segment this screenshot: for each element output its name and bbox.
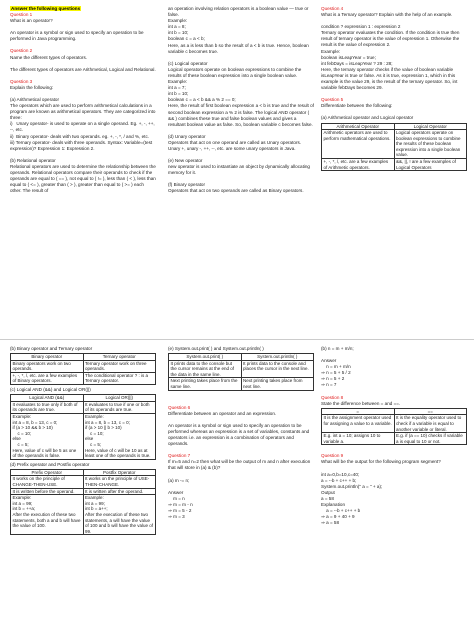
- table-row: [322, 130, 467, 159]
- table-cell: Arithmetic operators are used to perform mathematical operations.: [322, 130, 395, 159]
- question-2-prompt: Name the different types of operators.: [10, 54, 88, 60]
- table-row: [169, 378, 314, 390]
- table-cell: It evaluates to true if one or both of its operands are true.: [83, 401, 156, 413]
- table-header: Postfix Operator: [83, 469, 156, 476]
- table-cell: It works on the principle of USE-THEN-CHANGE.: [83, 476, 156, 488]
- prefix-vs-postfix-table: [10, 469, 156, 536]
- table-cell: Example: int a = 8, b = 13, c = 0; if (a > 10 || b > 10) c = 10; else c = 5; Here, value of c will be 10 as at least one of the operands is true.: [83, 413, 156, 459]
- q3c-body: Logical operators operate on boolean expressions to combine the results of these boolean expression into a single boolean value.: [168, 66, 303, 78]
- table-row: [11, 360, 156, 372]
- question-6-answer: An operator is a symbol or sign used to specify an operation to be performed whereas an expression is a set of variables, constants and operators i.e. an expression is a combination of operators and operands.: [168, 422, 311, 447]
- question-2-title: Question 2: [10, 48, 33, 54]
- output-heading: Output: [321, 489, 335, 495]
- table-header: Binary operator: [11, 354, 84, 361]
- table-cell: The conditional operator ? : is a Ternary operator.: [83, 372, 156, 384]
- q3d-heading: (d) Unary operator: [168, 133, 206, 139]
- explanation-body: a = --b + c++ + b ⇒ a = 9 + 40 + 9 ⇒ a = 58: [321, 508, 361, 526]
- ternary-syntax: condition ? expression 1 : expression 2: [321, 24, 401, 30]
- q3f-body: Operators that act on two operands are called as Binary operators.: [168, 188, 304, 194]
- table-cell: Example: int a = 99; int b = ++a; After the execution of these two statements, both a and b will have the value of 100.: [11, 495, 84, 535]
- print-vs-println-table: [168, 353, 314, 391]
- table-cell: Logical operators operate on boolean expressions to combine the results of these boolean expression into a single boolean value.: [394, 130, 467, 159]
- q7b-heading: (b) n = m + m/n;: [321, 346, 354, 351]
- table-header: ==: [394, 408, 467, 415]
- table-header: Logical OR(||): [83, 395, 156, 402]
- question-1-title: Question 1: [10, 12, 33, 18]
- q3a-list-item: i) Unary operator- is used to operate on a single operand. Eg. +, -, ++, --, etc.: [10, 121, 156, 133]
- table-cell: Next printing takes place from next line.: [241, 378, 314, 390]
- question-9-prompt: What will be the output for the following program segment?: [321, 459, 441, 465]
- table-row: [11, 401, 156, 413]
- question-9-code: int a=0,b=10,c=40; a = --b + c++ + b; System.out.println(" a = " + a);: [321, 471, 383, 489]
- column-1-bottom: [10, 346, 156, 537]
- table-header: Logical Operator: [394, 123, 467, 130]
- question-8-title: Question 8: [321, 394, 344, 400]
- table-cell: Example: int a = 8, b = 13, c = 0; if (a > 10 && b > 10) c = 10; else c = 5; Here, value of c will be 5 as one of the operands is false.: [11, 413, 84, 459]
- table-cell: It is the equality operator used to check if a variable is equal to another variable or literal.: [394, 415, 467, 433]
- q5e-heading: (e) System.out.print( ) and System.out.println( ): [168, 346, 264, 351]
- output-value: a = 58: [321, 495, 334, 501]
- q3b-body: Relational operators are used to determine the relationship between the operands. Relational operators compare their operands to check if the operands are equal to ( == ), not equal to ( != ), less than ( < ), less than equal to ( <= ), greater than ( > ), greater than equal to ( >= ) each other. The result of: [10, 163, 158, 194]
- table-cell: Ternary operator work on three operands.: [83, 360, 156, 372]
- and-vs-or-table: [10, 394, 156, 460]
- table-cell: E.g. int a = 10; assigns 10 to variable a.: [322, 433, 395, 445]
- question-7-title: Question 7: [168, 453, 191, 459]
- q3b-heading: (b) Relational operator: [10, 157, 56, 163]
- question-5-prompt: Differentiate between the following:: [321, 103, 393, 109]
- table-cell: Binary operators work on two operands.: [11, 360, 84, 372]
- q3a-heading: (a) Arithmetical operator: [10, 96, 60, 102]
- q3b-continued: an operation involving relation operators is a boolean value — true or false.: [168, 6, 310, 18]
- q7b-answer: Answer n = m + m/n ⇒ n = 5 + 5 / 2 ⇒ n = 5 + 2 ⇒ n = 7: [321, 358, 351, 388]
- q5b-heading: (b) Binary operator and Ternary operator: [10, 346, 93, 351]
- question-4-example: Example: boolean isLeapYear = true; int febDays = isLeapYear ? 29 : 28; Here, the ternary operator checks if the value of boolean variable isLeapYear is true or false. As it is true, expression 1, which in this example is the value 29, is the result of the ternary operator. So, int variable febDays becomes 29.: [321, 48, 458, 91]
- q3b-example: Example: int a = 8; int b = 10; boolean c = a < b; Here, as a is less than b so the result of a < b is true. Hence, boolean variable c becomes true.: [168, 18, 309, 54]
- table-header: Prefix Operator: [11, 469, 84, 476]
- column-3-top: [321, 6, 467, 173]
- table-row: [11, 372, 156, 384]
- heading: Answer the following questions: [11, 6, 81, 11]
- explanation-heading: Explanation: [321, 501, 346, 507]
- q3c-example: Example: int a = 7; int b = 10; boolean c = a < b && a % 2 == 0; Here, the result of first boolean expression a < b is true and the result of second boolean expression a % 2 is false. The logical AND operator ( && ) combines these true and false boolean values and gives a resultant boolean value as false. So, boolean variable c becomes false.: [168, 79, 314, 127]
- q3a-list-item: ii) Binary operator- deals with two operands. eg. +, -, *, / and %, etc.: [10, 133, 150, 139]
- q3e-heading: (e) New operator: [168, 158, 203, 164]
- question-6-prompt: Differentiate between an operator and an expression.: [168, 410, 277, 416]
- question-5-title: Question 5: [321, 97, 344, 103]
- table-row: [322, 415, 467, 433]
- table-row: [11, 476, 156, 488]
- table-cell: It prints data to the console but the cursor remains at the end of the data in the same line.: [169, 360, 242, 378]
- question-7-prompt: If m=5 and n=2 then what will be the output of m and n after execution that will store in (a) & (b)?: [168, 459, 312, 471]
- question-4-answer: Ternary operator evaluates the condition. If the condition is true then result of ternary operator is the value of expression 1. Otherwise the result is the value of expression 2.: [321, 30, 461, 48]
- table-cell: +, -, *, /, etc. are a few examples of Binary operators.: [11, 372, 84, 384]
- question-8-prompt: State the difference between = and ==.: [321, 400, 401, 406]
- column-3-bottom: [321, 346, 467, 526]
- table-cell: It prints data to the console and places the cursor in the next line.: [241, 360, 314, 378]
- q7a-answer: Answer m = n ⇒ m = m - n ⇒ m = 5 - 2 ⇒ m = 3: [168, 489, 193, 519]
- question-1-answer: An operator is a symbol or sign used to specify an operation to be performed in Java programming.: [10, 30, 145, 42]
- table-row: [11, 488, 156, 495]
- table-row: [322, 159, 467, 171]
- column-1-top: [10, 6, 156, 194]
- q3a-list-item: iii) Ternary operator- deals with three operands. Syntax: Variable=(test expression)? Expression 1: Expression 2.: [10, 139, 154, 151]
- table-header: =: [322, 408, 395, 415]
- table-cell: Example: int a = 99; int b = a++; After the execution of these two statements, a will have the value of 100 and b will have the value of 99.: [83, 495, 156, 535]
- table-cell: It works on the principle of CHANGE-THEN-USE.: [11, 476, 84, 488]
- q5d-heading: (d) Prefix operator and Postfix operator: [10, 461, 90, 467]
- table-header: System.out.println( ): [241, 354, 314, 361]
- question-4-title: Question 4: [321, 6, 344, 11]
- table-cell: &&, ||, ! are a few examples of Logical Operators: [394, 159, 467, 171]
- question-6-title: Question 6: [168, 404, 191, 410]
- q3f-heading: (f) Binary operator: [168, 182, 206, 188]
- page-divider: [0, 339, 474, 340]
- table-cell: It is the assignment operator used for assigning a value to a variable.: [322, 415, 395, 433]
- question-9-title: Question 9: [321, 453, 344, 459]
- table-row: [169, 360, 314, 378]
- table-header: Arithmetical Operator: [322, 123, 395, 130]
- q3a-body: The operators which are used to perform arithmetical calculations in a program are known as arithmetical operators. They are categorized into three:: [10, 103, 157, 121]
- q3d-body: Operators that act on one operand are called as Unary operators. Unary +, unary -, ++, --, etc. are some unary operators in Java.: [168, 139, 303, 151]
- q5c-heading: (c) Logical AND (&&) and Logical OR(||): [10, 387, 91, 393]
- table-row: [11, 413, 156, 459]
- column-2-bottom: [168, 346, 314, 520]
- q3e-body: new operator is used to instantiate an object by dynamically allocating memory for it.: [168, 164, 312, 176]
- column-2-top: [168, 6, 314, 195]
- table-cell: Next printing takes place from the same line.: [169, 378, 242, 390]
- question-1-prompt: What is an operator?: [10, 18, 53, 24]
- table-row: [322, 433, 467, 445]
- question-2-answer: The different types of operators are Arithmetical, Logical and Relational.: [10, 66, 156, 72]
- table-cell: It evaluates to true only if both of its operands are true.: [11, 401, 84, 413]
- table-header: Logical AND (&&): [11, 395, 84, 402]
- q7a-heading: (a) m -= n;: [168, 477, 190, 483]
- table-header: System.out.print( ): [169, 354, 242, 361]
- assign-vs-equality-table: [321, 408, 467, 446]
- table-cell: E.g. if (a == 10) checks if variable a is equal to 10 or not.: [394, 433, 467, 445]
- table-cell: It is written before the operand.: [11, 488, 84, 495]
- table-cell: It is written after the operand.: [83, 488, 156, 495]
- question-3-title: Question 3: [10, 78, 33, 84]
- table-row: [11, 495, 156, 535]
- table-header: Ternary operator: [83, 354, 156, 361]
- question-4-prompt: What is a Ternary operator? Explain with the help of an example.: [321, 12, 453, 18]
- question-3-prompt: Explain the following:: [10, 84, 54, 90]
- q5a-heading: (a) Arithmetical operator and Logical operator: [321, 115, 414, 121]
- arithmetic-vs-logical-table: [321, 123, 467, 172]
- q3c-heading: (c) Logical operator: [168, 60, 208, 66]
- table-cell: +, -, *, /, etc. are a few examples of Arithmetic operators.: [322, 159, 395, 171]
- binary-vs-ternary-table: [10, 353, 156, 385]
